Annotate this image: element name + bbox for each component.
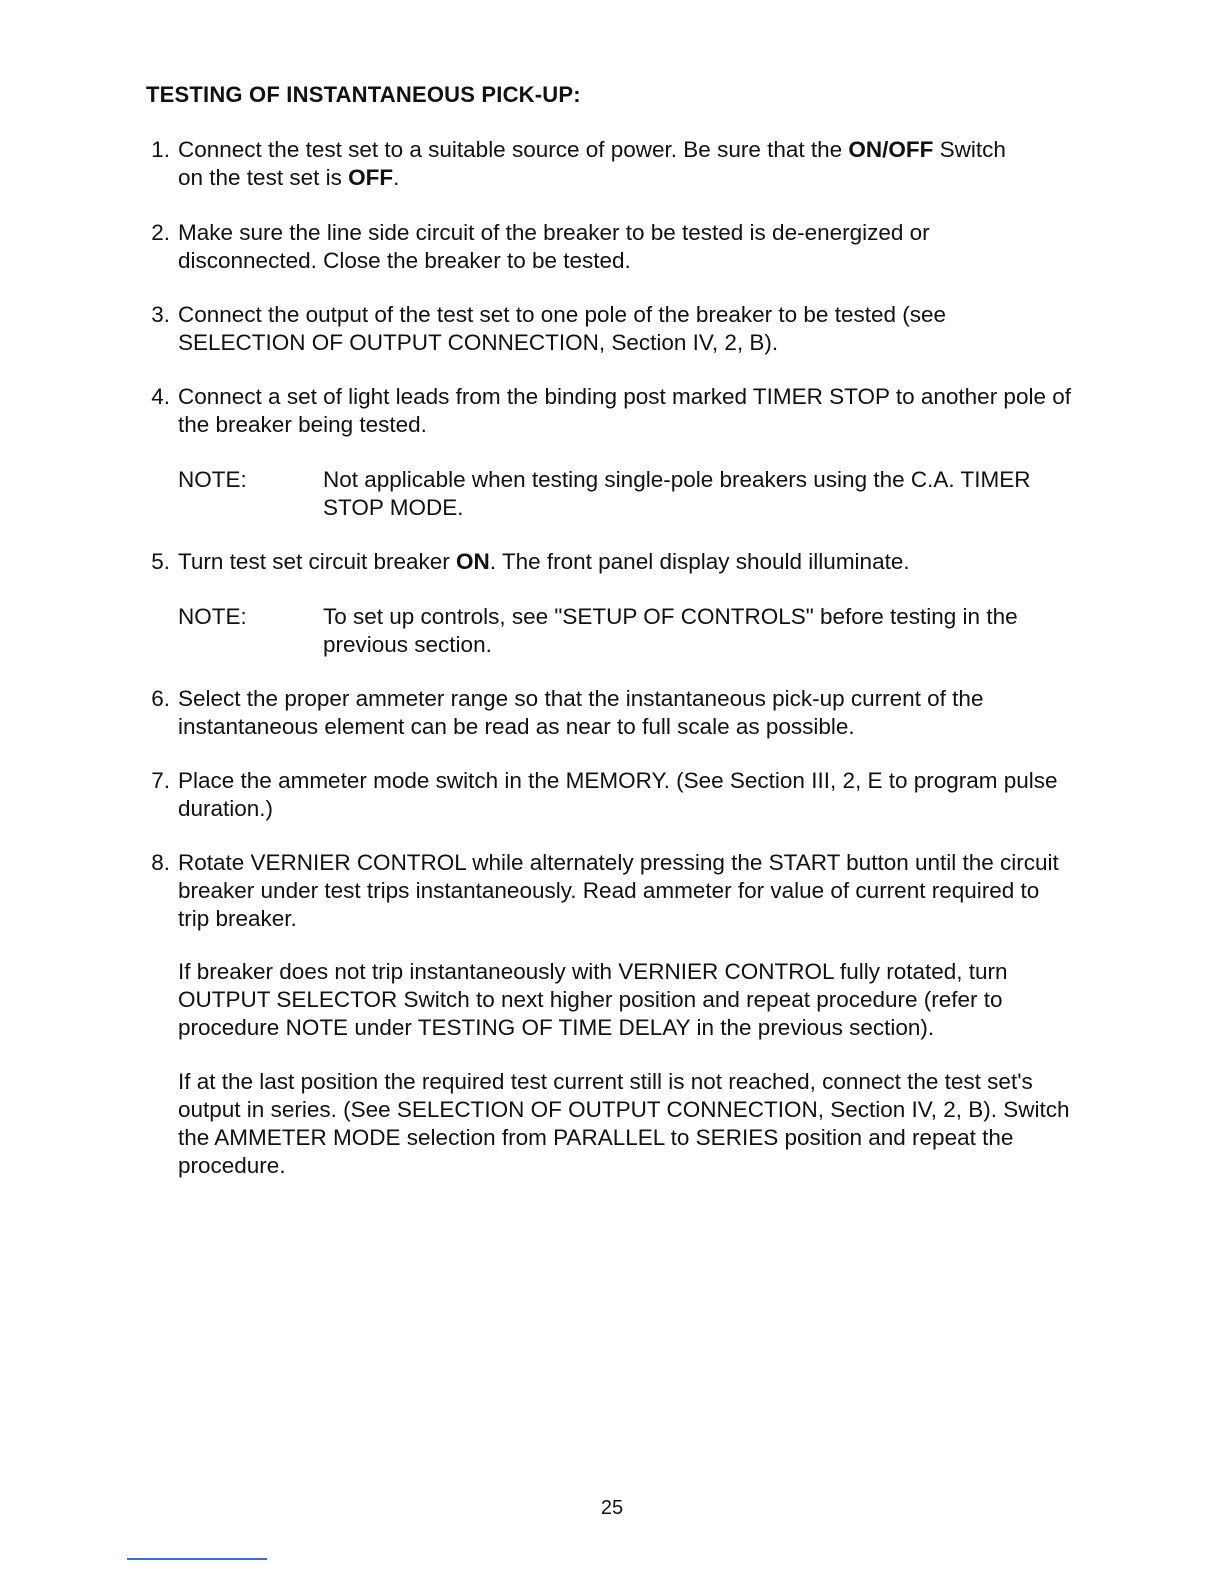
step-2 <box>140 219 1020 275</box>
note-label: NOTE: <box>178 467 247 492</box>
step-text: Place the ammeter mode switch in the MEMORY. (See Section III, 2, E to program pulse duration.) <box>178 768 1058 821</box>
step-7 <box>140 767 1085 823</box>
step-number: 8. <box>151 850 170 875</box>
note-text: Not applicable when testing single-pole breakers using the C.A. TIMER STOP MODE. <box>323 467 1031 520</box>
bold-term: OFF <box>348 165 394 190</box>
note-2 <box>178 603 1093 659</box>
step-6 <box>140 685 1065 741</box>
footer-rule <box>127 1558 267 1560</box>
step-number: 5. <box>151 549 170 574</box>
step-number: 7. <box>151 768 170 793</box>
note-text: To set up controls, see "SETUP OF CONTROLS" before testing in the previous section. <box>323 604 1018 657</box>
page-number: 25 <box>600 1497 624 1519</box>
step-4 <box>140 383 1075 439</box>
step-text: Connect the test set to a suitable source of power. Be sure that the ON/OFF Switch on the test set is OFF. <box>178 137 1006 190</box>
step-8 <box>140 849 1075 933</box>
step-1 <box>140 136 1100 192</box>
step-8-paragraph-1: If breaker does not trip instantaneously with VERNIER CONTROL fully rotated, turn OUTPUT SELECTOR Switch to next higher position and repeat procedure (refer to procedure NOTE under TESTING OF TIME DELAY in the previous section). <box>178 959 1008 1040</box>
step-text: Connect the output of the test set to one pole of the breaker to be tested (see SELECTION OF OUTPUT CONNECTION, Section IV, 2, B). <box>178 302 947 355</box>
step-text: Make sure the line side circuit of the breaker to be tested is de-energized or disconnected. Close the breaker to be tested. <box>178 220 930 273</box>
step-number: 1. <box>151 137 170 162</box>
section-heading: TESTING OF INSTANTANEOUS PICK-UP: <box>146 82 581 107</box>
step-text: Select the proper ammeter range so that the instantaneous pick-up current of the instantaneous element can be read as near to full scale as possible. <box>178 686 984 739</box>
bold-term: ON <box>456 549 490 574</box>
step-3 <box>140 301 1040 357</box>
step-text: Rotate VERNIER CONTROL while alternately pressing the START button until the circuit breaker under test trips instantaneously. Read ammeter for value of current required to trip breaker. <box>178 850 1059 931</box>
step-5 <box>140 548 1100 576</box>
step-text: Connect a set of light leads from the binding post marked TIMER STOP to another pole of the breaker being tested. <box>178 384 1071 437</box>
step-8-paragraph-2: If at the last position the required test current still is not reached, connect the test set's output in series. (See SELECTION OF OUTPUT CONNECTION, Section IV, 2, B). Switch the AMMETER MODE selection from PARALLEL to SERIES position and repeat the procedure. <box>178 1069 1070 1178</box>
note-label: NOTE: <box>178 604 247 629</box>
step-number: 6. <box>151 686 170 711</box>
step-number: 3. <box>151 302 170 327</box>
step-number: 2. <box>151 220 170 245</box>
step-number: 4. <box>151 384 170 409</box>
note-1 <box>178 466 1093 522</box>
step-text: Turn test set circuit breaker ON. The front panel display should illuminate. <box>178 549 910 574</box>
bold-term: ON/OFF <box>848 137 934 162</box>
